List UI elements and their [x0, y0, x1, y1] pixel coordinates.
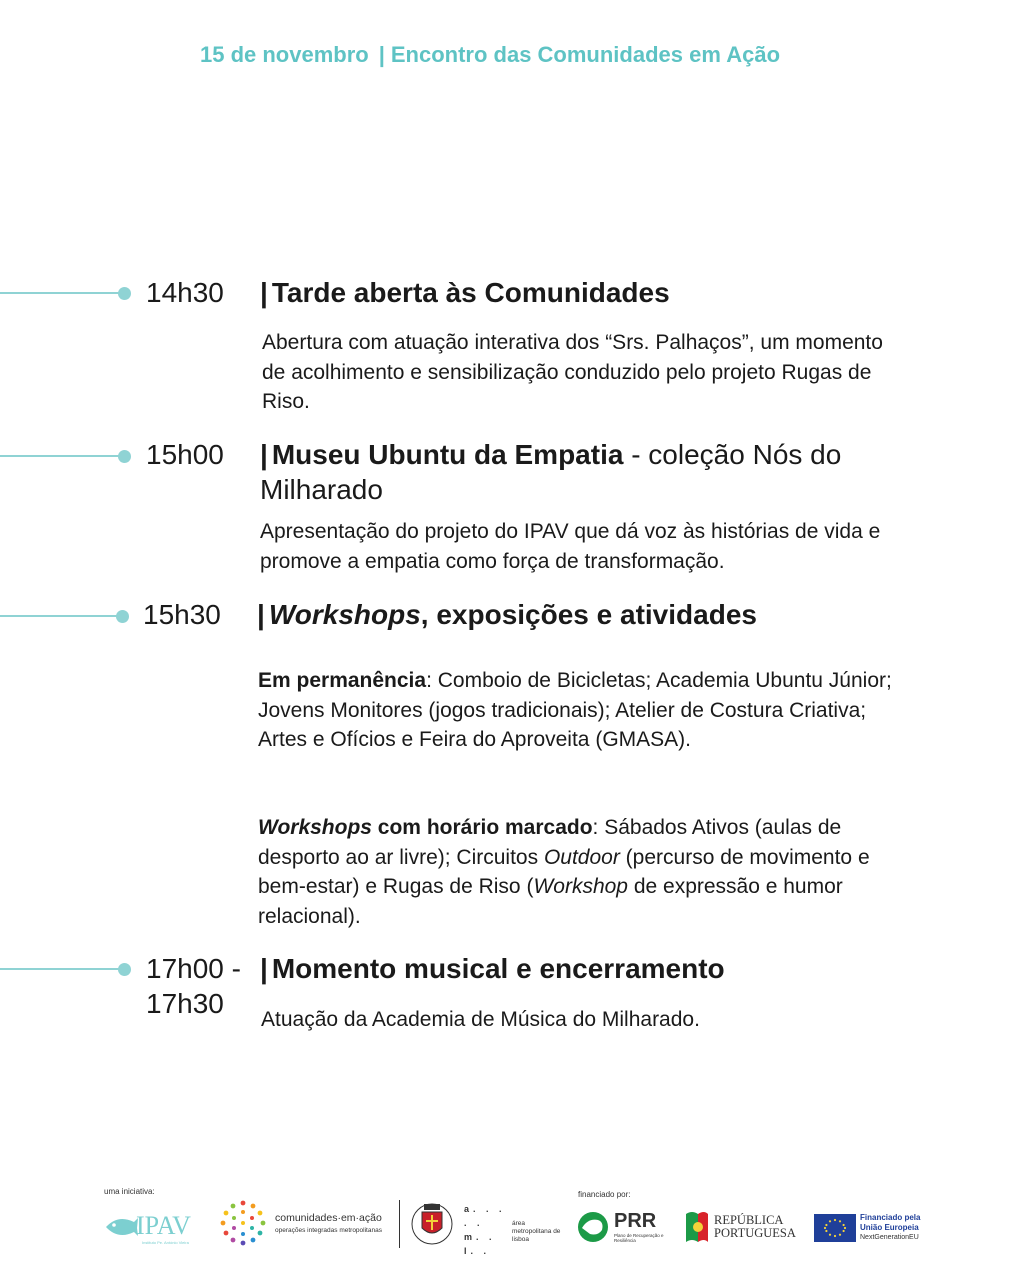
dots-ring-icon [218, 1198, 268, 1248]
timeline-line [0, 615, 118, 617]
eu-logo: Financiado pela União Europeia NextGenerationEU [814, 1212, 934, 1246]
initiative-label: uma iniciativa: [104, 1187, 155, 1196]
timeline-dot [118, 450, 131, 463]
financed-label: financiado por: [578, 1190, 631, 1199]
schedule-time: 15h30 [143, 599, 221, 630]
municipal-crest [410, 1200, 454, 1246]
portugal-flag-icon [684, 1210, 710, 1244]
timeline-line [0, 968, 120, 970]
schedule-title: | Museu Ubuntu da Empatia - coleção Nós do Milharado [260, 439, 842, 505]
schedule-time: 14h30 [146, 277, 224, 308]
schedule-title: | Workshops, exposições e atividades [257, 599, 757, 630]
header-separator: | [378, 42, 385, 67]
permanent-activities: Em permanência: Comboio de Bicicletas; Academia Ubuntu Júnior; Jovens Monitores (jogos tradicionais); Atelier de Costura Criativa; Artes e Ofícios e Feira do Aproveita (GMASA). [258, 669, 892, 751]
schedule-description: Abertura com atuação interativa dos “Srs. Palhaços”, um momento de acolhimento e sensibilização conduzido pelo projeto Rugas de Riso. [262, 331, 883, 413]
timeline-line [0, 455, 120, 457]
schedule-title: | Momento musical e encerramento [260, 953, 725, 984]
timeline-dot [116, 610, 129, 623]
timeline-dot [118, 287, 131, 300]
schedule-title: | Tarde aberta às Comunidades [260, 277, 670, 308]
event-name: Encontro das Comunidades em Ação [390, 42, 781, 67]
scheduled-workshops: Workshops com horário marcado: Sábados Ativos (aulas de desporto ao ar livre); Circuitos Outdoor (percurso de movimento e bem-estar) e Rugas de Riso (Workshop de expressão e humor relacional). [258, 816, 870, 928]
timeline-dot [118, 963, 131, 976]
prr-circle-icon [576, 1210, 610, 1244]
schedule-description: Apresentação do projeto do IPAV que dá voz às histórias de vida e promove a empatia como força de transformação. [260, 520, 881, 573]
event-date: 15 de novembro [199, 42, 369, 67]
eu-flag-icon [814, 1214, 856, 1242]
event-header [0, 42, 980, 68]
aml-logo: a. . . . . m. . l. . área metropolitana de lisboa [464, 1204, 561, 1256]
comunidades-logo: comunidades·em·ação operações integradas metropolitanas [218, 1198, 398, 1250]
ipav-fish-icon [104, 1212, 140, 1242]
schedule-description: Atuação da Academia de Música do Milharado. [261, 1008, 700, 1031]
republica-portuguesa-logo: REPÚBLICA PORTUGUESA [684, 1208, 804, 1248]
timeline-line [0, 292, 120, 294]
schedule-time: 17h00 - 17h30 [146, 953, 241, 1019]
schedule-time: 15h00 [146, 439, 224, 470]
ipav-logo: IPAV Instituto Pe. António Vieira [104, 1208, 204, 1248]
logo-divider [399, 1200, 400, 1248]
prr-logo: PRR Plano de Recuperação e Resiliência [576, 1208, 676, 1248]
crest-icon [410, 1200, 454, 1246]
